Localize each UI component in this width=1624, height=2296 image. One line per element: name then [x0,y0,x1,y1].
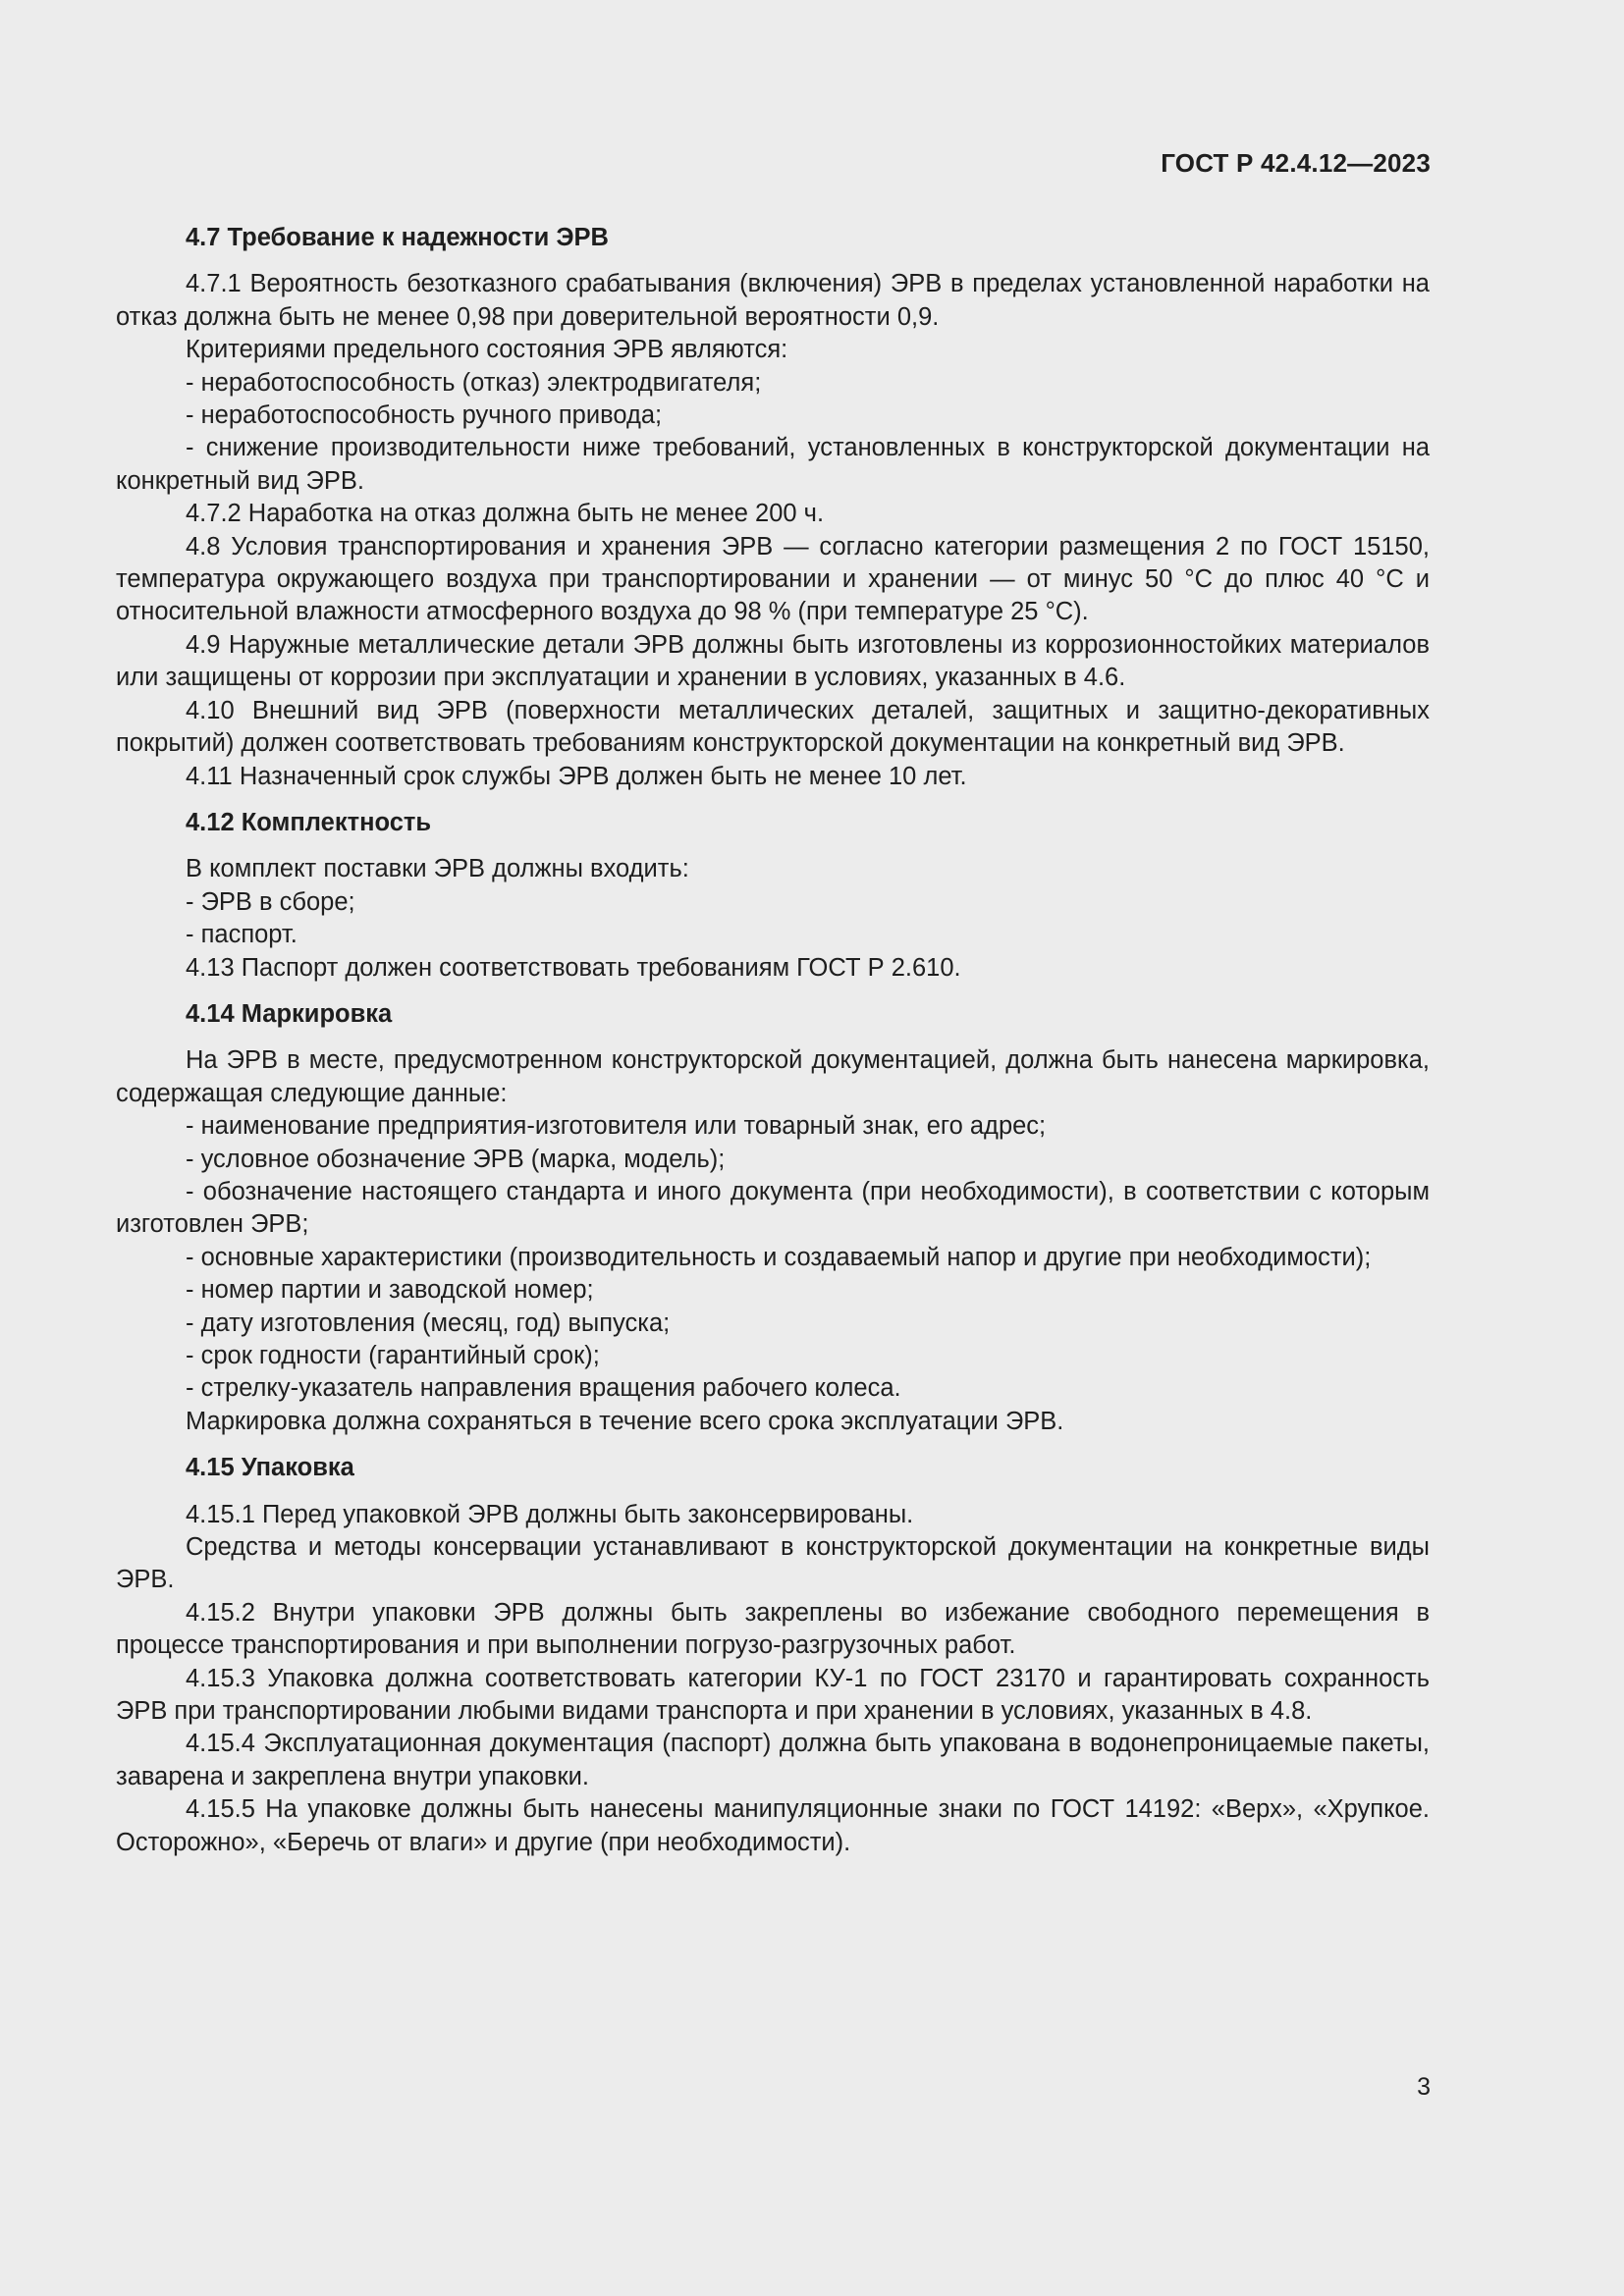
section-heading: 4.12 Комплектность [186,808,432,836]
paragraph: Средства и методы консервации устанавливают в конструкторской документации на конкретные виды ЭРВ. [116,1533,1430,1594]
document-body [116,222,1430,1859]
list-item: - основные характеристики (производительность и создаваемый напор и другие при необходимости); [186,1243,1372,1271]
list-item: - условное обозначение ЭРВ (марка, модель); [186,1145,726,1173]
paragraph: 4.7.2 Наработка на отказ должна быть не менее 200 ч. [186,500,825,528]
section-heading: 4.14 Маркировка [186,999,393,1028]
list-item: - дату изготовления (месяц, год) выпуска; [186,1308,671,1337]
list-item: - паспорт. [186,921,298,949]
paragraph: 4.9 Наружные металлические детали ЭРВ должны быть изготовлены из коррозионностойких материалов или защищены от коррозии при эксплуатации и хранении в условиях, указанных в 4.6. [116,630,1430,692]
list-item: - наименование предприятия-изготовителя или товарный знак, его адрес; [186,1112,1047,1141]
paragraph: 4.8 Условия транспортирования и хранения ЭРВ — согласно категории размещения 2 по ГОСТ 15150, температура окружающего воздуха при транспортировании и хранении — от минус 50 °С до плюс 40 °С и относительной влажности атмосферного воздуха до 98 % (при температуре 25 °С). [116,532,1430,626]
paragraph: В комплект поставки ЭРВ должны входить: [186,855,689,883]
page-number: 3 [1417,2073,1431,2101]
paragraph: 4.15.3 Упаковка должна соответствовать категории КУ-1 по ГОСТ 23170 и гарантировать сохранность ЭРВ при транспортировании любыми видами транспорта и при хранении в условиях, указанных в 4.8. [116,1664,1430,1726]
list-item: - неработоспособность (отказ) электродвигателя; [186,368,762,397]
document-code-header: ГОСТ Р 42.4.12—2023 [1161,148,1431,178]
paragraph: Маркировка должна сохраняться в течение всего срока эксплуатации ЭРВ. [186,1407,1064,1435]
section-heading: 4.15 Упаковка [186,1454,354,1482]
list-item: - стрелку-указатель направления вращения рабочего колеса. [186,1374,901,1403]
paragraph: 4.15.2 Внутри упаковки ЭРВ должны быть закреплены во избежание свободного перемещения в процессе транспортирования и при выполнении погрузо-разгрузочных работ. [116,1598,1430,1660]
list-item: - неработоспособность ручного привода; [186,401,663,430]
paragraph: 4.10 Внешний вид ЭРВ (поверхности металлических деталей, защитных и защитно-декоративных покрытий) должен соответствовать требованиям конструкторской документации на конкретный вид ЭРВ. [116,696,1430,758]
list-item: - срок годности (гарантийный срок); [186,1342,600,1369]
paragraph: 4.7.1 Вероятность безотказного срабатывания (включения) ЭРВ в пределах установленной наработки на отказ должна быть не менее 0,98 при доверительной вероятности 0,9. [116,270,1430,331]
list-item: - обозначение настоящего стандарта и иного документа (при необходимости), в соответствии с которым изготовлен ЭРВ; [116,1177,1430,1239]
paragraph: Критериями предельного состояния ЭРВ являются: [186,336,788,364]
paragraph: 4.15.1 Перед упаковкой ЭРВ должны быть законсервированы. [186,1500,914,1528]
paragraph: 4.15.4 Эксплуатационная документация (паспорт) должна быть упакована в водонепроницаемые пакеты, заварена и закреплена внутри упаковки. [116,1730,1430,1790]
section-heading: 4.7 Требование к надежности ЭРВ [186,224,609,251]
paragraph: 4.13 Паспорт должен соответствовать требованиям ГОСТ Р 2.610. [186,953,961,982]
list-item: - снижение производительности ниже требований, установленных в конструкторской документации на конкретный вид ЭРВ. [116,434,1430,495]
paragraph: 4.11 Назначенный срок службы ЭРВ должен быть не менее 10 лет. [186,762,967,790]
list-item: - номер партии и заводской номер; [186,1276,594,1305]
paragraph: 4.15.5 На упаковке должны быть нанесены манипуляционные знаки по ГОСТ 14192: «Верх», «Хрупкое. Осторожно», «Беречь от влаги» и другие (при необходимости). [116,1795,1430,1856]
paragraph: На ЭРВ в месте, предусмотренном конструкторской документацией, должна быть нанесена маркировка, содержащая следующие данные: [116,1046,1430,1107]
list-item: - ЭРВ в сборе; [186,887,355,916]
